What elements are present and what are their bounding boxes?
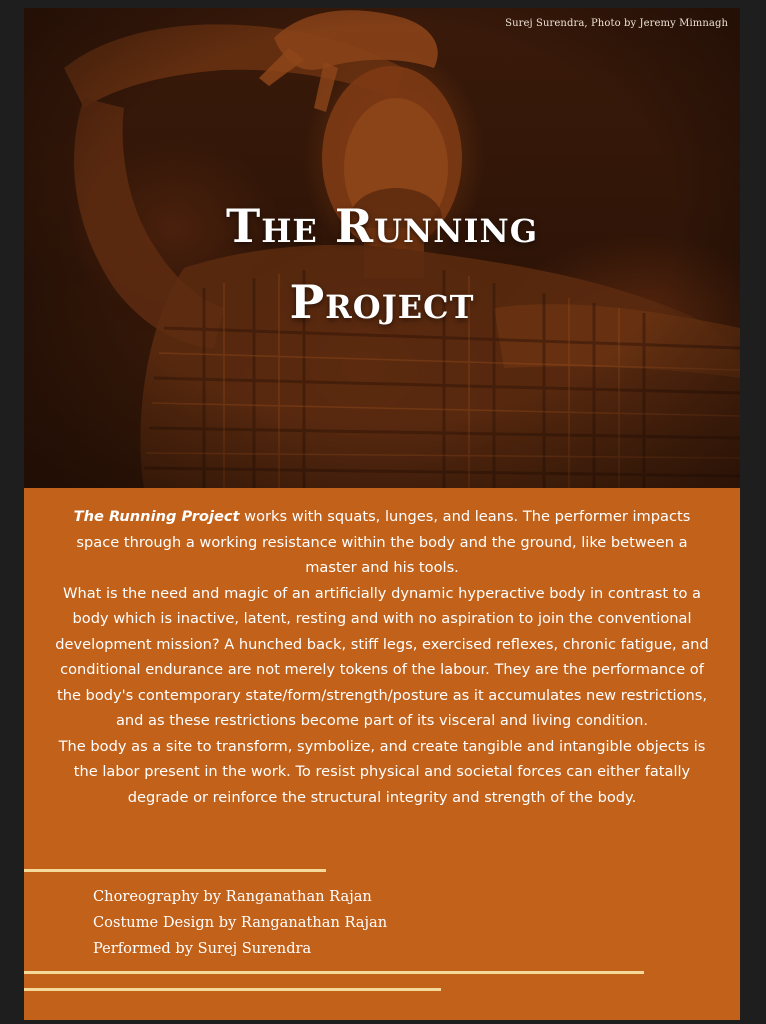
credits-list — [93, 884, 387, 962]
description — [54, 504, 710, 810]
poster-page — [24, 8, 740, 1020]
title-line-1: The Running — [225, 199, 539, 253]
description-paragraph-1 — [54, 504, 710, 581]
photo-credit: Surej Surendra, Photo by Jeremy Mimnagh — [505, 18, 728, 29]
divider-rule-top — [24, 869, 326, 872]
title-line-2: Project — [289, 275, 475, 329]
description-lead-italic: The Running Project — [73, 508, 240, 525]
credit-performer: Performed by Surej Surendra — [93, 940, 312, 957]
description-lead-rest: works with squats, lunges, and leans. The performer impacts space through a working resistance within the body and the ground, like between a master and his tools. — [76, 508, 691, 576]
credit-costume-design: Costume Design by Ranganathan Rajan — [93, 914, 388, 931]
description-paragraph-2: What is the need and magic of an artificially dynamic hyperactive body in contrast to a body which is inactive, latent, resting and with no aspiration to join the conventional development mission? A hunched back, stiff legs, exercised reflexes, chronic fatigue, and conditional endurance are not merely tokens of the labour. They are the performance of the body's contemporary state/form/strength/posture as it accumulates new restrictions, and as these restrictions become part of its visceral and living condition. — [55, 584, 709, 729]
credit-choreography: Choreography by Ranganathan Rajan — [93, 888, 372, 905]
description-paragraph-3: The body as a site to transform, symbolize, and create tangible and intangible objects is the labor present in the work. To resist physical and societal forces can either fatally degrade or reinforce the structural integrity and strength of the body. — [58, 737, 706, 806]
hero-photo — [24, 8, 740, 488]
divider-rule-bottom-long — [24, 971, 644, 974]
divider-rule-bottom-short — [24, 988, 441, 991]
poster-title — [24, 188, 740, 340]
